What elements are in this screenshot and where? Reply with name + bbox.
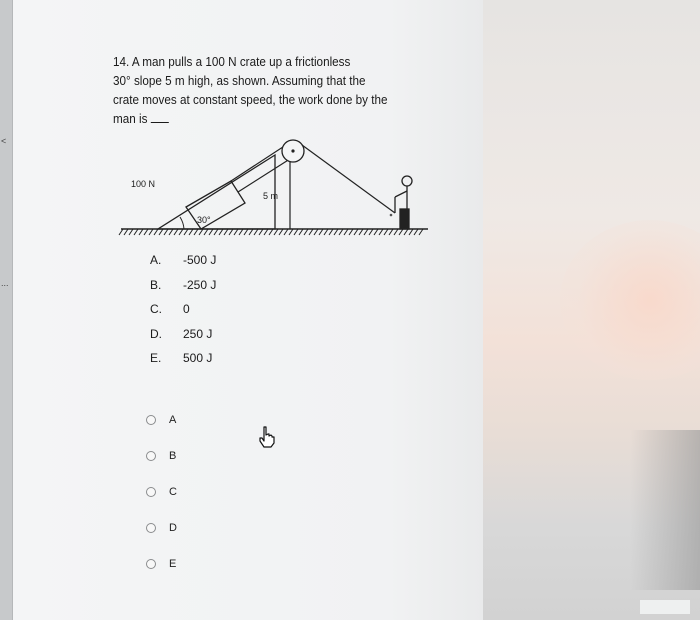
hatch-mark bbox=[274, 229, 278, 235]
weight-label: 100 N bbox=[131, 179, 156, 189]
hatch-mark bbox=[409, 229, 413, 235]
hatch-mark bbox=[294, 229, 298, 235]
hatch-mark bbox=[169, 229, 173, 235]
choice-item bbox=[150, 297, 216, 322]
hatch-mark bbox=[319, 229, 323, 235]
hatch-mark bbox=[289, 229, 293, 235]
radio-button[interactable] bbox=[146, 415, 156, 425]
hatch-mark bbox=[194, 229, 198, 235]
hatch-mark bbox=[224, 229, 228, 235]
collapse-arrow-icon[interactable]: < bbox=[1, 136, 7, 146]
height-label: 5 m bbox=[263, 191, 279, 201]
hatch-mark bbox=[279, 229, 283, 235]
hatch-mark bbox=[329, 229, 333, 235]
hatch-mark bbox=[149, 229, 153, 235]
hatch-mark bbox=[364, 229, 368, 235]
choice-letter: C. bbox=[150, 302, 162, 317]
rope bbox=[231, 143, 289, 181]
option-label[interactable]: C bbox=[169, 486, 177, 498]
option-e[interactable] bbox=[146, 546, 177, 582]
choice-value: 250 J bbox=[183, 326, 213, 341]
corner-panel bbox=[640, 600, 690, 614]
choice-letter: D. bbox=[150, 326, 162, 341]
hatch-mark bbox=[119, 229, 123, 235]
hatch-mark bbox=[199, 229, 203, 235]
hatch-mark bbox=[324, 229, 328, 235]
question-page bbox=[13, 0, 483, 620]
choice-letter: B. bbox=[150, 277, 162, 292]
hatch-mark bbox=[234, 229, 238, 235]
option-a[interactable] bbox=[146, 402, 177, 438]
hatch-mark bbox=[239, 229, 243, 235]
hatch-mark bbox=[209, 229, 213, 235]
hatch-mark bbox=[314, 229, 318, 235]
option-label[interactable]: A bbox=[169, 414, 177, 426]
incline-ramp bbox=[158, 155, 275, 229]
angle-label: 30° bbox=[197, 215, 211, 225]
hatch-mark bbox=[399, 229, 403, 235]
incline-diagram bbox=[113, 125, 443, 245]
more-options-icon[interactable]: ... bbox=[1, 278, 9, 288]
hatch-mark bbox=[184, 229, 188, 235]
hatch-mark bbox=[419, 229, 423, 235]
hatch-mark bbox=[334, 229, 338, 235]
hatch-mark bbox=[269, 229, 273, 235]
answer-blank bbox=[151, 110, 169, 123]
hatch-mark bbox=[244, 229, 248, 235]
hatch-mark bbox=[254, 229, 258, 235]
option-label[interactable]: E bbox=[169, 558, 177, 570]
hatch-mark bbox=[299, 229, 303, 235]
hatch-mark bbox=[219, 229, 223, 235]
choice-letter: A. bbox=[150, 253, 162, 268]
choice-item bbox=[150, 346, 216, 371]
question-text bbox=[113, 52, 455, 128]
choice-item bbox=[150, 273, 216, 298]
background-shadow bbox=[630, 430, 700, 590]
hatch-mark bbox=[349, 229, 353, 235]
hatch-mark bbox=[159, 229, 163, 235]
hatch-mark bbox=[379, 229, 383, 235]
hatch-mark bbox=[284, 229, 288, 235]
question-line: 30° slope 5 m high, as shown. Assuming that the bbox=[113, 73, 366, 88]
option-d[interactable] bbox=[146, 510, 177, 546]
pulley-axle bbox=[291, 149, 294, 152]
choice-item bbox=[150, 248, 216, 273]
hatch-mark bbox=[259, 229, 263, 235]
answer-options bbox=[146, 402, 177, 582]
rope bbox=[238, 157, 293, 192]
hatch-mark bbox=[144, 229, 148, 235]
hatch-mark bbox=[309, 229, 313, 235]
man-figure bbox=[395, 176, 412, 229]
hatch-mark bbox=[174, 229, 178, 235]
rope-end-dot bbox=[390, 214, 393, 217]
hatch-mark bbox=[394, 229, 398, 235]
radio-button[interactable] bbox=[146, 559, 156, 569]
answer-choices bbox=[150, 248, 216, 371]
hatch-mark bbox=[154, 229, 158, 235]
hatch-mark bbox=[204, 229, 208, 235]
option-c[interactable] bbox=[146, 474, 177, 510]
choice-item bbox=[150, 322, 216, 347]
hatch-mark bbox=[189, 229, 193, 235]
choice-value: 0 bbox=[183, 302, 190, 317]
hand-pointer-icon bbox=[258, 426, 276, 448]
hatch-mark bbox=[414, 229, 418, 235]
hatch-mark bbox=[354, 229, 358, 235]
hatch-mark bbox=[264, 229, 268, 235]
hatch-mark bbox=[124, 229, 128, 235]
rope bbox=[302, 145, 395, 213]
radio-button[interactable] bbox=[146, 451, 156, 461]
angle-arc bbox=[180, 217, 184, 229]
hatch-mark bbox=[404, 229, 408, 235]
hatch-mark bbox=[134, 229, 138, 235]
hatch-mark bbox=[129, 229, 133, 235]
hatch-mark bbox=[389, 229, 393, 235]
question-line: crate moves at constant speed, the work done by the bbox=[113, 92, 388, 107]
hatch-mark bbox=[214, 229, 218, 235]
hatch-mark bbox=[359, 229, 363, 235]
question-line-end: man is bbox=[113, 111, 148, 126]
option-label[interactable]: B bbox=[169, 450, 177, 462]
choice-letter: E. bbox=[150, 351, 162, 366]
option-b[interactable] bbox=[146, 438, 177, 474]
question-line: 14. A man pulls a 100 N crate up a frictionless bbox=[113, 54, 351, 69]
hatch-mark bbox=[369, 229, 373, 235]
option-label[interactable]: D bbox=[169, 522, 177, 534]
hatch-mark bbox=[344, 229, 348, 235]
ground-hatching bbox=[119, 229, 428, 235]
hatch-mark bbox=[164, 229, 168, 235]
radio-button[interactable] bbox=[146, 487, 156, 497]
hatch-mark bbox=[179, 229, 183, 235]
hatch-mark bbox=[139, 229, 143, 235]
hatch-mark bbox=[384, 229, 388, 235]
hatch-mark bbox=[374, 229, 378, 235]
radio-button[interactable] bbox=[146, 523, 156, 533]
choice-value: 500 J bbox=[183, 351, 213, 366]
choice-value: -500 J bbox=[183, 253, 217, 268]
hatch-mark bbox=[339, 229, 343, 235]
hatch-mark bbox=[229, 229, 233, 235]
left-side-panel[interactable] bbox=[0, 0, 13, 620]
hatch-mark bbox=[304, 229, 308, 235]
choice-value: -250 J bbox=[183, 277, 217, 292]
hatch-mark bbox=[249, 229, 253, 235]
